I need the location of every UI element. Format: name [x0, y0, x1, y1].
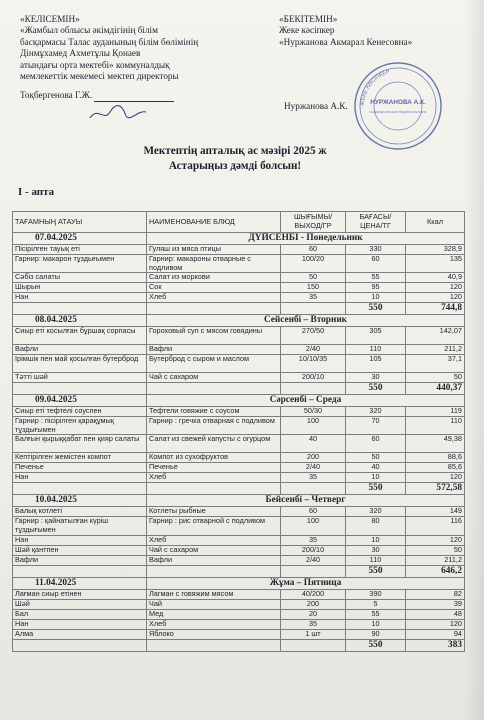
dish-name-ru: Лагман с говяжим мясом: [147, 589, 281, 599]
dish-name-kz: Пісірілген тауық еті: [13, 245, 147, 255]
dish-output: 35: [281, 293, 346, 303]
dish-name-kz: Кептірілген жемістен компот: [13, 453, 147, 463]
dish-output: 1 шт: [281, 629, 346, 639]
dish-output: 100/20: [281, 255, 346, 273]
total-empty: [147, 483, 281, 495]
day-total-kcal: 572,58: [406, 483, 465, 495]
day-total-kcal: 440,37: [406, 383, 465, 395]
dish-name-kz: Гарнир: макарон тұздығымен: [13, 255, 147, 273]
dish-kcal: 142,07: [406, 327, 465, 345]
header-ru-name: НАИМЕНОВАНИЕ БЛЮД: [147, 212, 281, 233]
dish-name-kz: Тәтті шәй: [13, 373, 147, 383]
dish-name-ru: Вафли: [147, 345, 281, 355]
dish-name-kz: Бал: [13, 609, 147, 619]
total-empty: [13, 303, 147, 315]
day-total-kcal: 383: [406, 639, 465, 651]
stamp-seal: [352, 60, 444, 152]
dish-price: 110: [346, 555, 406, 565]
dish-name-ru: Чай с сахаром: [147, 373, 281, 383]
dish-output: 2/40: [281, 463, 346, 473]
day-date: 11.04.2025: [13, 577, 147, 589]
day-name: Бейсенбі – Четверг: [147, 495, 465, 507]
table-row: [13, 245, 465, 255]
total-empty: [281, 565, 346, 577]
day-total-price: 550: [346, 565, 406, 577]
approval-left-line: басқармасы Талас ауданының білім бөлімінің: [20, 36, 199, 47]
dish-price: 305: [346, 327, 406, 345]
dish-kcal: 50: [406, 373, 465, 383]
day-total-row: [13, 383, 465, 395]
dish-price: 30: [346, 545, 406, 555]
dish-kcal: 328,9: [406, 245, 465, 255]
total-empty: [147, 639, 281, 651]
dish-kcal: 120: [406, 293, 465, 303]
dish-name-kz: Вафли: [13, 345, 147, 355]
dish-kcal: 85,6: [406, 463, 465, 473]
table-header-row: [13, 212, 465, 233]
dish-price: 320: [346, 507, 406, 517]
dish-name-kz: Шәй қантпен: [13, 545, 147, 555]
dish-name-kz: Нан: [13, 293, 147, 303]
dish-price: 110: [346, 345, 406, 355]
table-row: [13, 535, 465, 545]
dish-price: 60: [346, 255, 406, 273]
dish-kcal: 149: [406, 507, 465, 517]
table-row: [13, 629, 465, 639]
dish-name-kz: Ірімшік пен май қосылған бутерброд: [13, 355, 147, 373]
stamp-ring-text: ЖЕКЕ КӘСІПКЕР: [359, 69, 391, 107]
dish-kcal: 82: [406, 589, 465, 599]
dish-kcal: 110: [406, 417, 465, 435]
dish-name-kz: Гарнир : пісірілген қарақұмық тұздығымен: [13, 417, 147, 435]
dish-output: 200/10: [281, 545, 346, 555]
table-row: [13, 517, 465, 535]
dish-price: 10: [346, 293, 406, 303]
dish-price: 40: [346, 463, 406, 473]
dish-output: 10/10/35: [281, 355, 346, 373]
stamp-center-text: НУРЖАНОВА А.К.: [370, 99, 426, 106]
dish-price: 10: [346, 473, 406, 483]
dish-kcal: 48: [406, 609, 465, 619]
dish-price: 10: [346, 619, 406, 629]
dish-name-ru: Компот из сухофруктов: [147, 453, 281, 463]
table-row: [13, 599, 465, 609]
table-row: [13, 545, 465, 555]
dish-name-kz: Гарнир : қайнатылған күріш тұздығымен: [13, 517, 147, 535]
header-output: ШЫҒЫМЫ/ ВЫХОД/ГР: [281, 212, 346, 233]
dish-kcal: 49,38: [406, 435, 465, 453]
day-total-price: 550: [346, 303, 406, 315]
day-total-kcal: 744,8: [406, 303, 465, 315]
dish-name-kz: Балық котлеті: [13, 507, 147, 517]
dish-price: 55: [346, 609, 406, 619]
day-total-row: [13, 303, 465, 315]
dish-price: 30: [346, 373, 406, 383]
total-empty: [281, 303, 346, 315]
table-row: [13, 463, 465, 473]
dish-output: 35: [281, 473, 346, 483]
dish-name-ru: Мед: [147, 609, 281, 619]
dish-name-ru: Салат из моркови: [147, 273, 281, 283]
total-empty: [147, 565, 281, 577]
table-row: [13, 345, 465, 355]
dish-name-kz: Нан: [13, 619, 147, 629]
dish-kcal: 211,2: [406, 345, 465, 355]
dish-kcal: 116: [406, 517, 465, 535]
approval-right: [279, 14, 469, 48]
day-name: ДҮЙСЕНБІ - Понедельник: [147, 233, 465, 245]
dish-price: 70: [346, 417, 406, 435]
approval-left-line: мемлекеттік мекемесі мектеп директоры: [20, 71, 179, 82]
day-date: 07.04.2025: [13, 233, 147, 245]
dish-output: 35: [281, 619, 346, 629]
day-header-row: [13, 315, 465, 327]
header-kcal: Ккал: [406, 212, 465, 233]
dish-name-ru: Салат из свежей капусты с огурцом: [147, 435, 281, 453]
dish-output: 50: [281, 273, 346, 283]
dish-output: 150: [281, 283, 346, 293]
dish-name-ru: Яблоко: [147, 629, 281, 639]
dish-output: 200: [281, 599, 346, 609]
day-total-row: [13, 483, 465, 495]
approval-left-heading: «КЕЛІСЕМІН»: [20, 14, 80, 24]
table-row: [13, 619, 465, 629]
dish-name-kz: Шырын: [13, 283, 147, 293]
dish-output: 20: [281, 609, 346, 619]
table-row: [13, 555, 465, 565]
table-row: [13, 507, 465, 517]
dish-name-ru: Тефтели говяжие с соусом: [147, 407, 281, 417]
dish-output: 100: [281, 417, 346, 435]
dish-kcal: 94: [406, 629, 465, 639]
signature-line: [94, 92, 174, 102]
day-total-row: [13, 565, 465, 577]
dish-output: 100: [281, 517, 346, 535]
table-row: [13, 407, 465, 417]
signature-scribble-left: [88, 102, 148, 124]
day-header-row: [13, 495, 465, 507]
dish-name-ru: Печенье: [147, 463, 281, 473]
dish-output: 60: [281, 507, 346, 517]
approval-right-line: Жеке кәсіпкер: [279, 25, 335, 36]
table-row: [13, 283, 465, 293]
table-row: [13, 273, 465, 283]
dish-output: 270/50: [281, 327, 346, 345]
day-total-row: [13, 639, 465, 651]
dish-name-ru: Хлеб: [147, 293, 281, 303]
table-row: [13, 327, 465, 345]
dish-output: 200/10: [281, 373, 346, 383]
approval-right-signer: Нуржанова А.К.: [284, 101, 348, 111]
day-header-row: [13, 233, 465, 245]
dish-kcal: 211,2: [406, 555, 465, 565]
dish-price: 50: [346, 453, 406, 463]
dish-name-kz: Сиыр еті тефтелі соуспен: [13, 407, 147, 417]
dish-name-kz: Вафли: [13, 555, 147, 565]
dish-name-kz: Нан: [13, 535, 147, 545]
header-price: БАҒАСЫ/ ЦЕНА/ТГ: [346, 212, 406, 233]
dish-kcal: 40,9: [406, 273, 465, 283]
dish-output: 2/40: [281, 345, 346, 355]
dish-name-ru: Вафли: [147, 555, 281, 565]
dish-price: 95: [346, 283, 406, 293]
day-header-row: [13, 577, 465, 589]
menu-title: Мектептің апталық ас мәзірі 2025 ж: [143, 145, 327, 157]
day-total-kcal: 646,2: [406, 565, 465, 577]
approval-left-line: Дінмұхамед Ахметұлы Қонаев: [20, 48, 141, 59]
dish-price: 90: [346, 629, 406, 639]
dish-name-kz: Печенье: [13, 463, 147, 473]
table-row: [13, 609, 465, 619]
dish-price: 55: [346, 273, 406, 283]
dish-name-ru: Хлеб: [147, 473, 281, 483]
day-header-row: [13, 395, 465, 407]
day-date: 08.04.2025: [13, 315, 147, 327]
dish-output: 40/200: [281, 589, 346, 599]
dish-kcal: 119: [406, 407, 465, 417]
total-empty: [281, 483, 346, 495]
menu-subtitle: Астарыңыз дәмді болсын!: [168, 160, 302, 172]
dish-kcal: 120: [406, 283, 465, 293]
dish-kcal: 120: [406, 473, 465, 483]
approval-left-line: атындағы орта мектебі» коммуналдық: [20, 59, 170, 70]
dish-name-ru: Хлеб: [147, 619, 281, 629]
menu-table: [12, 211, 465, 652]
approval-right-line: «Нуржанова Акмарал Кенесовна»: [279, 36, 413, 47]
dish-output: 50/30: [281, 407, 346, 417]
dish-name-kz: Сәбіз салаты: [13, 273, 147, 283]
dish-name-ru: Хлеб: [147, 535, 281, 545]
approval-left-signer: Тоқбергенова Г.Ж.: [20, 90, 93, 101]
dish-name-kz: Лағман сиыр етінен: [13, 589, 147, 599]
table-row: [13, 293, 465, 303]
dish-kcal: 135: [406, 255, 465, 273]
total-empty: [147, 383, 281, 395]
header-kz-name: ТАҒАМНЫҢ АТАУЫ: [13, 212, 147, 233]
approval-left-line: «Жамбыл облысы әкімдігінің білім: [20, 25, 158, 36]
dish-name-kz: Сиыр еті косылған бұршақ сорпасы: [13, 327, 147, 345]
dish-output: 200: [281, 453, 346, 463]
approval-right-heading: «БЕКІТЕМІН»: [279, 14, 338, 24]
dish-name-kz: Нан: [13, 473, 147, 483]
dish-name-ru: Бутерброд с сыром и маслом: [147, 355, 281, 373]
dish-price: 5: [346, 599, 406, 609]
day-date: 09.04.2025: [13, 395, 147, 407]
dish-name-kz: Алма: [13, 629, 147, 639]
total-empty: [281, 639, 346, 651]
total-empty: [13, 639, 147, 651]
dish-name-ru: Котлеты рыбные: [147, 507, 281, 517]
dish-kcal: 120: [406, 535, 465, 545]
dish-kcal: 37,1: [406, 355, 465, 373]
dish-price: 320: [346, 407, 406, 417]
dish-name-ru: Гарнир: макароны отварные с подливом: [147, 255, 281, 273]
dish-kcal: 88,6: [406, 453, 465, 463]
dish-price: 390: [346, 589, 406, 599]
total-empty: [13, 565, 147, 577]
week-label: І - апта: [18, 186, 55, 198]
dish-price: 10: [346, 535, 406, 545]
dish-name-ru: Гороховый суп с мясом говядины: [147, 327, 281, 345]
table-row: [13, 417, 465, 435]
dish-output: 35: [281, 535, 346, 545]
dish-name-ru: Гарнир : рис отварной с подливом: [147, 517, 281, 535]
table-row: [13, 589, 465, 599]
dish-price: 80: [346, 517, 406, 535]
day-date: 10.04.2025: [13, 495, 147, 507]
dish-name-ru: Чай с сахаром: [147, 545, 281, 555]
total-empty: [281, 383, 346, 395]
day-name: Жұма – Пятница: [147, 577, 465, 589]
dish-name-ru: Гуляш из мяса птицы: [147, 245, 281, 255]
dish-price: 105: [346, 355, 406, 373]
dish-name-ru: Гарнир : гречка отварная с подливом: [147, 417, 281, 435]
table-row: [13, 355, 465, 373]
table-row: [13, 373, 465, 383]
dish-price: 60: [346, 435, 406, 453]
table-row: [13, 453, 465, 463]
day-total-price: 550: [346, 383, 406, 395]
day-name: Сейсенбі – Вторник: [147, 315, 465, 327]
total-empty: [13, 383, 147, 395]
dish-price: 330: [346, 245, 406, 255]
dish-name-kz: Шәй: [13, 599, 147, 609]
dish-name-kz: Балғын қырыққабат пен қияр салаты: [13, 435, 147, 453]
day-total-price: 550: [346, 639, 406, 651]
dish-output: 40: [281, 435, 346, 453]
dish-kcal: 120: [406, 619, 465, 629]
table-row: [13, 435, 465, 453]
day-name: Сәрсенбі – Среда: [147, 395, 465, 407]
total-empty: [147, 303, 281, 315]
approval-left: [20, 14, 270, 102]
dish-name-ru: Чай: [147, 599, 281, 609]
table-row: [13, 255, 465, 273]
dish-name-ru: Сок: [147, 283, 281, 293]
stamp-small-text: ИНДИВИДУАЛЬНЫЙ ПРЕДПРИНИМАТЕЛЬ: [369, 110, 427, 114]
day-total-price: 550: [346, 483, 406, 495]
total-empty: [13, 483, 147, 495]
dish-output: 60: [281, 245, 346, 255]
dish-output: 2/40: [281, 555, 346, 565]
dish-kcal: 39: [406, 599, 465, 609]
dish-kcal: 50: [406, 545, 465, 555]
table-row: [13, 473, 465, 483]
